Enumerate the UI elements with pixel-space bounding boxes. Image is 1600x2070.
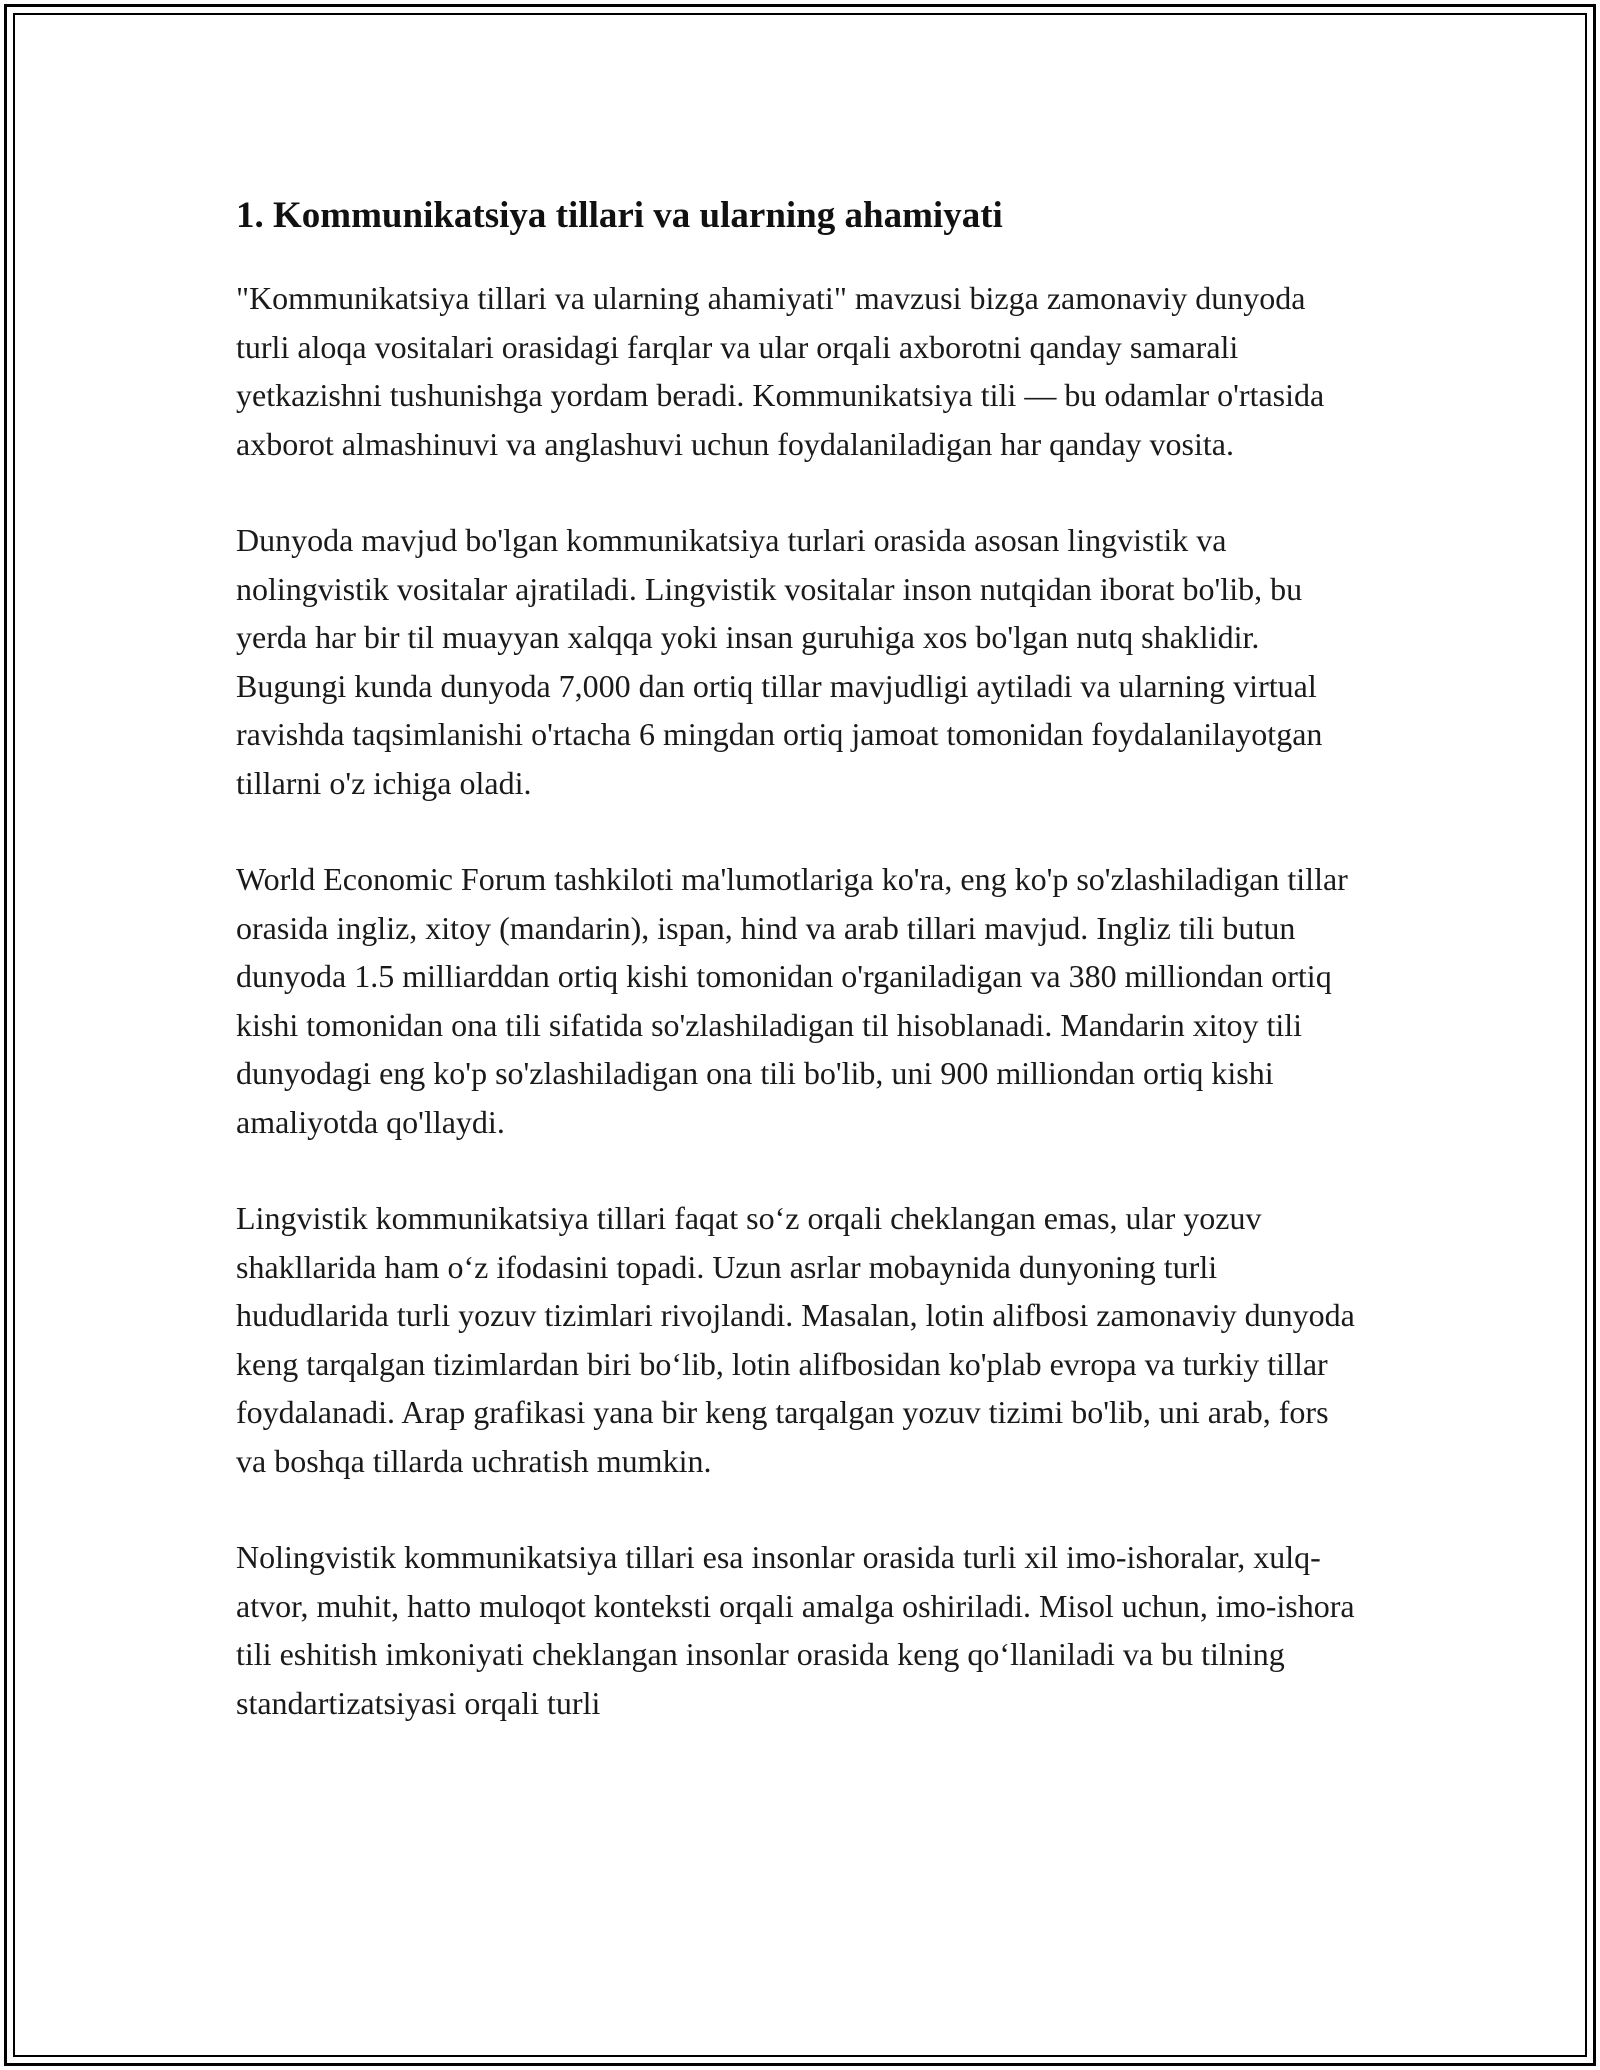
paragraph-most-spoken-languages: World Economic Forum tashkiloti ma'lumotlariga ko'ra, eng ko'p so'zlashiladigan tillar orasida ingliz, xitoy (mandarin), ispan, hind va arab tillari mavjud. Ingliz tili butun dunyoda 1.5 milliarddan ortiq kishi tomonidan o'rganiladigan va 380 milliondan ortiq kishi tomonidan ona tili sifatida so'zlashiladigan til hisoblanadi. Mandarin xitoy tili dunyodagi eng ko'p so'zlashiladigan ona tili bo'lib, uni 900 milliondan ortiq kishi amaliyotda qo'llaydi. (236, 861, 1348, 1140)
paragraph-nonlinguistic: Nolingvistik kommunikatsiya tillari esa insonlar orasida turli xil imo-ishoralar, xulq-atvor, muhit, hatto muloqot konteksti orqali amalga oshiriladi. Misol uchun, imo-ishora tili eshitish imkoniyati cheklangan insonlar orasida keng qo‘llaniladi va bu tilning standartizatsiyasi orqali turli (236, 1539, 1355, 1721)
paragraph-intro: "Kommunikatsiya tillari va ularning ahamiyati" mavzusi bizga zamonaviy dunyoda turli aloqa vositalari orasidagi farqlar va ular orqali axborotni qanday samarali yetkazishni tushunishga yordam beradi. Kommunikatsiya tili — bu odamlar o'rtasida axborot almashinuvi va anglashuvi uchun foydalaniladigan har qanday vosita. (236, 280, 1325, 462)
paragraph-writing-systems: Lingvistik kommunikatsiya tillari faqat so‘z orqali cheklangan emas, ular yozuv shakllarida ham o‘z ifodasini topadi. Uzun asrlar mobaynida dunyoning turli hududlarida turli yozuv tizimlari rivojlandi. Masalan, lotin alifbosi zamonaviy dunyoda keng tarqalgan tizimlardan biri bo‘lib, lotin alifbosidan ko'plab evropa va turkiy tillar foydalanadi. Arap grafikasi yana bir keng tarqalgan yozuv tizimi bo'lib, uni arab, fors va boshqa tillarda uchratish mumkin. (236, 1200, 1355, 1479)
section-heading: 1. Kommunikatsiya tillari va ularning ahamiyati (236, 195, 1003, 236)
document-page (236, 186, 1366, 1727)
paragraph-communication-types: Dunyoda mavjud bo'lgan kommunikatsiya turlari orasida asosan lingvistik va nolingvistik vositalar ajratiladi. Lingvistik vositalar inson nutqidan iborat bo'lib, bu yerda har bir til muayyan xalqqa yoki insan guruhiga xos bo'lgan nutq shaklidir. Bugungi kunda dunyoda 7,000 dan ortiq tillar mavjudligi aytiladi va ularning virtual ravishda taqsimlanishi o'rtacha 6 mingdan ortiq jamoat tomonidan foydalanilayotgan tillarni o'z ichiga oladi. (236, 522, 1323, 801)
